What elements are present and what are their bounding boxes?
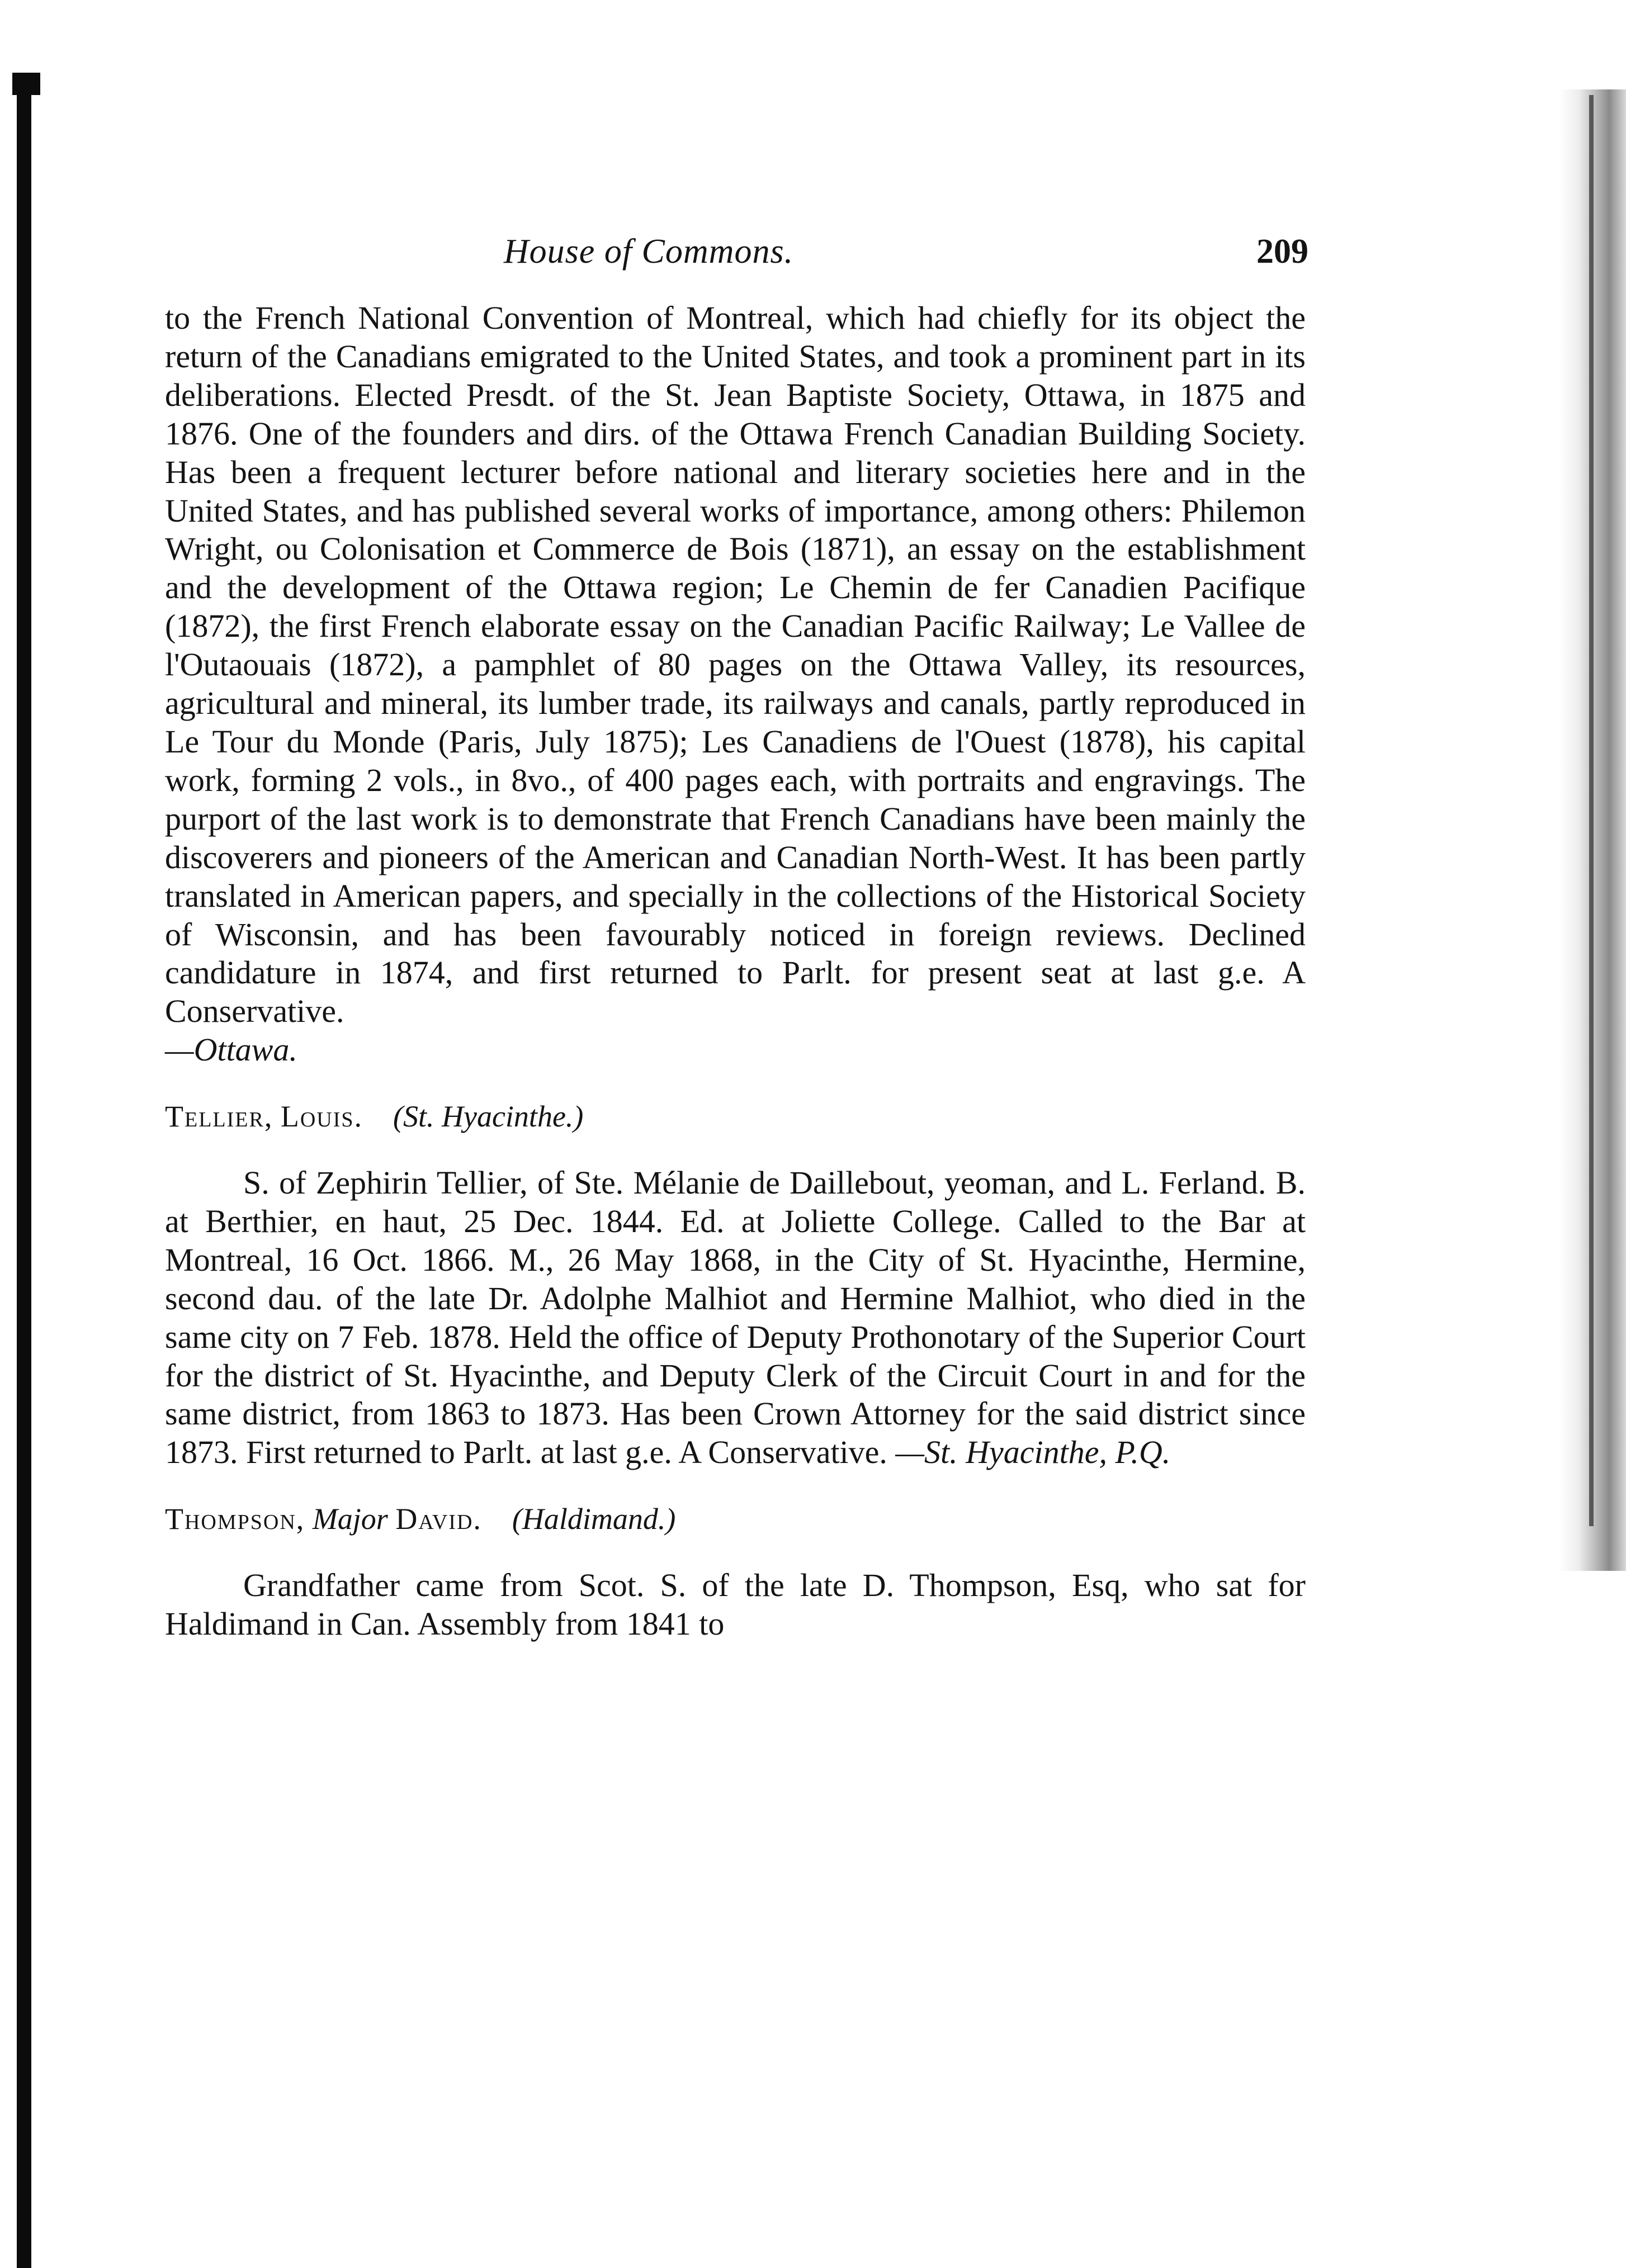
entry-heading-tellier (165, 1097, 1306, 1136)
entry-place: —St. Hyacinthe, P.Q. (895, 1434, 1171, 1471)
entry-given-name: David. (395, 1502, 482, 1536)
entry-body-thompson (165, 1566, 1306, 1644)
entry-surname: Thompson, (165, 1502, 305, 1536)
page-binding-edge (17, 73, 31, 2268)
entry-given-name: Louis. (280, 1100, 363, 1134)
page-header (168, 232, 1308, 282)
entry-title: Major (312, 1502, 388, 1536)
entry-heading-thompson (165, 1500, 1306, 1538)
page-right-edge-streak (1589, 95, 1594, 1526)
running-head: House of Commons. (503, 233, 794, 271)
page-binding-edge-cap (12, 73, 40, 95)
continuation-text: to the French National Convention of Montreal, which had chiefly for its object the return of the Canadians emigrated to the United States, and took a prominent part in its deliberations. Elected Presdt. of the St. Jean Baptiste Society, Ottawa, in 1875 and 1876. One of the founders and dirs. of the Ottawa French Canadian Building Society. Has been a frequent lecturer before national and literary societies here and in the United States, and has published several works of importance, among others: Philemon Wright, ou Colonisation et Commerce de Bois (1871), an essay on the establishment and the development of the Ottawa region; Le Chemin de fer Canadien Pacifique (1872), the first French elaborate essay on the Canadian Pacific Railway; Le Vallee de l'Outaouais (1872), a pamphlet of 80 pages on the Ottawa Valley, its resources, agricultural and mineral, its lumber trade, its railways and canals, partly reproduced in Le Tour du Monde (Paris, July 1875); Les Canadiens de l'Ouest (1878), his capital work, forming 2 vols., in 8vo., of 400 pages each, with portraits and engravings. The purport of the last work is to demonstrate that French Canadians have been mainly the discoverers and pioneers of the American and Canadian North-West. It has been partly translated in American papers, and specially in the collections of the Historical Society of Wisconsin, and has been favourably noticed in foreign reviews. Declined candidature in 1874, and first returned to Parlt. for present seat at last g.e. A Conservative. (165, 300, 1306, 1030)
entry-surname: Tellier, (165, 1100, 273, 1134)
page-number: 209 (1256, 233, 1308, 271)
continuation-place: —Ottawa. (165, 1031, 297, 1068)
entry-riding: (St. Hyacinthe.) (393, 1100, 584, 1134)
entry-body-text: Grandfather came from Scot. S. of the late D. Thompson, Esq, who sat for Haldimand in Can. Assembly from 1841 to (165, 1567, 1306, 1642)
entry-riding: (Haldimand.) (512, 1502, 676, 1536)
continuation-paragraph (165, 299, 1306, 1069)
page-body (165, 299, 1306, 1644)
entry-body-text: S. of Zephirin Tellier, of Ste. Mélanie de Daillebout, yeoman, and L. Ferland. B. at Berthier, en haut, 25 Dec. 1844. Ed. at Joliette College. Called to the Bar at Montreal, 16 Oct. 1866. M., 26 May 1868, in the City of St. Hyacinthe, Hermine, second dau. of the late Dr. Adolphe Malhiot and Hermine Malhiot, who died in the same city on 7 Feb. 1878. Held the office of Deputy Prothonotary of the Superior Court for the district of St. Hyacinthe, and Deputy Clerk of the Circuit Court in and for the same district, from 1863 to 1873. Has been Crown Attorney for the said district since 1873. First returned to Parlt. at last g.e. A Conservative. (165, 1164, 1306, 1471)
entry-body-tellier (165, 1164, 1306, 1472)
